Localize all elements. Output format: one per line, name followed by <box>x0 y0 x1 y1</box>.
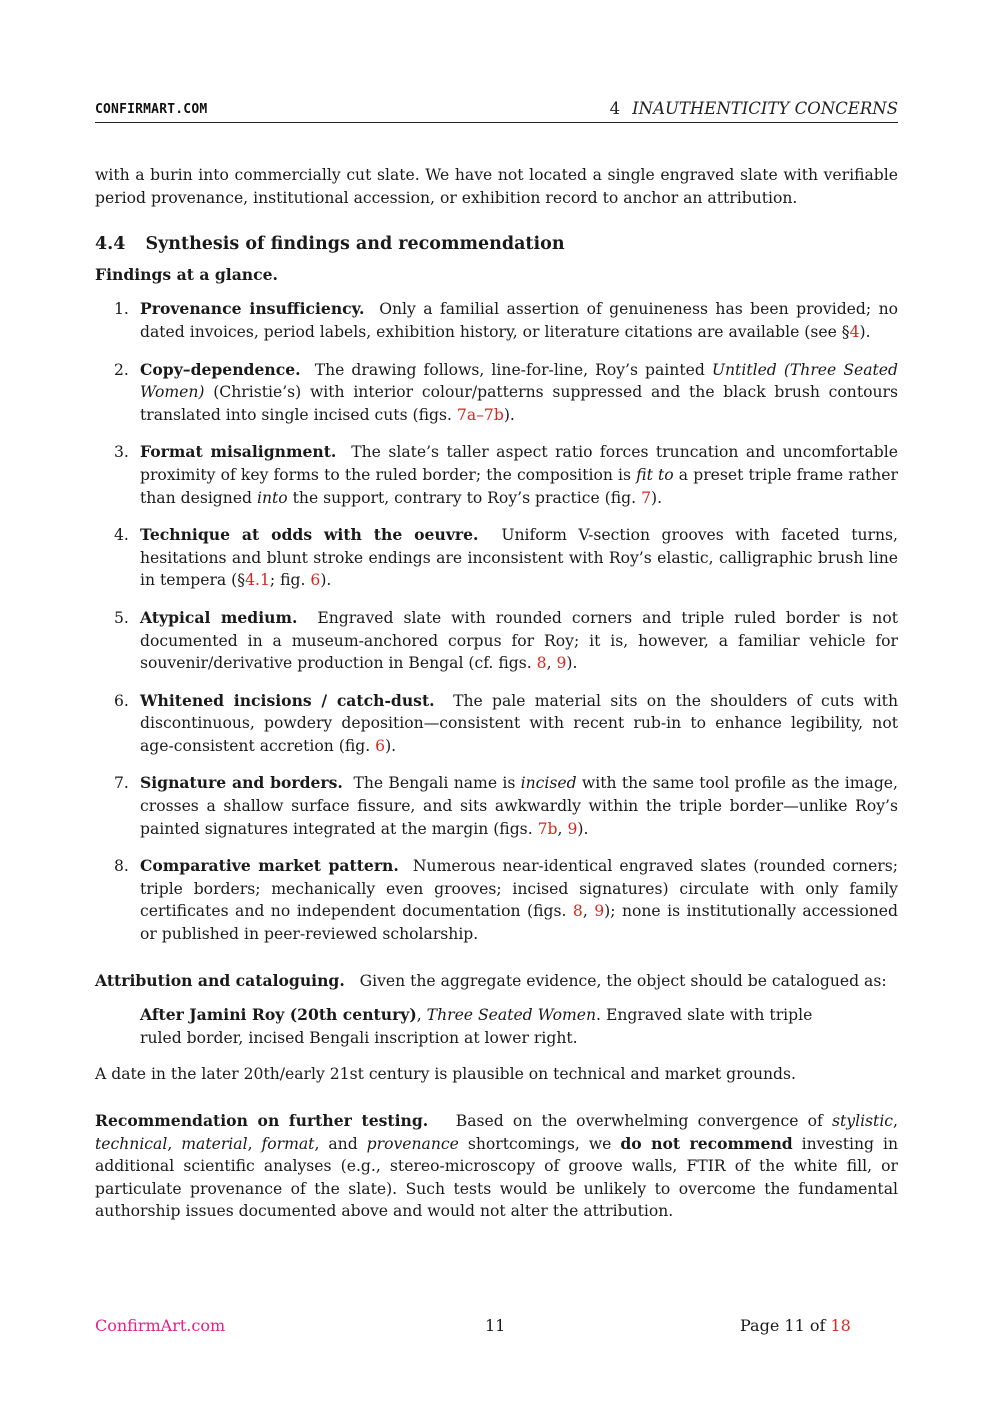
finding-number: 7. <box>114 774 129 793</box>
text-run: (Christie’s) with interior colour/patterns suppressed and the black brush contours translated into single incised cuts (figs. <box>140 383 898 424</box>
footer-page-total-link[interactable]: 18 <box>830 1316 851 1335</box>
finding-item <box>95 524 898 592</box>
emphasis-text: into <box>257 488 288 507</box>
text-run: The drawing follows, line-for-line, Roy’s painted <box>314 360 712 379</box>
finding-title: Provenance insufficiency. <box>140 299 365 319</box>
text-run: , and <box>314 1134 367 1153</box>
text-run: with the same tool profile as the image, crosses a shallow surface fissure, and sits awkwardly within the triple border—unlike Roy’s painted signatures integrated at the margin (figs. <box>140 774 898 838</box>
running-header <box>95 98 898 123</box>
text-run: Numerous near-identical engraved slates (rounded corners; triple borders; mechanically even grooves; incised signatures) circulate with only family certificates and no independent documentation (figs. <box>140 857 899 921</box>
finding-number: 6. <box>114 691 129 710</box>
text-run: ). <box>566 654 578 673</box>
text-run: the support, contrary to Roy’s practice (fig. <box>287 488 642 507</box>
cross-reference-link[interactable]: 7b <box>537 819 558 838</box>
finding-title: Atypical medium. <box>140 607 298 627</box>
footer-site-link[interactable]: ConfirmArt.com <box>95 1316 226 1335</box>
text-run: ); none is institutionally accessioned or published in peer-reviewed scholarship. <box>140 902 898 944</box>
emphasis-text: provenance <box>366 1134 459 1153</box>
text-run: ; fig. <box>269 571 311 590</box>
cross-reference-link[interactable]: 9 <box>594 902 605 921</box>
finding-title: Whitened incisions / catch-dust. <box>140 690 435 710</box>
finding-item <box>95 607 898 675</box>
catalogue-comma: , <box>416 1006 427 1025</box>
emphasis-text: format <box>261 1134 315 1153</box>
emphasis-text: Untitled (Three Seated Women) <box>140 360 898 402</box>
footer-page-prefix: Page 11 of <box>740 1316 826 1335</box>
catalogue-description: . Engraved slate with triple ruled border, incised Bengali inscription at lower right. <box>140 1006 813 1047</box>
text-run: The pale material sits on the shoulders of cuts with discontinuous, powdery deposition—consistent with recent rub-in to enhance legibility, not age-consistent accretion (fig. <box>140 691 898 755</box>
finding-number: 4. <box>114 526 129 545</box>
emphasis-text: technical <box>95 1134 168 1153</box>
attribution-paragraph <box>95 970 898 993</box>
cross-reference-link[interactable]: 8 <box>572 902 583 921</box>
recommendation-title: Recommendation on further testing. <box>95 1111 429 1130</box>
text-run: ). <box>859 322 871 341</box>
catalogue-artist: After Jamini Roy (20th century) <box>140 1005 417 1025</box>
attribution-title: Attribution and cataloguing. <box>95 970 345 990</box>
date-paragraph: A date in the later 20th/early 21st century is plausible on technical and market grounds. <box>95 1065 796 1084</box>
intro-paragraph: with a burin into commercially cut slate. We have not located a single engraved slate with verifiable period provenance, institutional accession, or exhibition record to anchor an attribution. <box>95 166 898 207</box>
cross-reference-link[interactable]: 7 <box>641 488 651 507</box>
section-heading <box>95 233 898 256</box>
finding-title: Technique at odds with the oeuvre. <box>140 525 479 545</box>
text-run: , <box>893 1112 899 1130</box>
cross-reference-link[interactable]: 9 <box>567 819 578 838</box>
text-run: Uniform V-section grooves with faceted turns, hesitations and blunt stroke endings are inconsistent with Roy’s elastic, calligraphic brush line in tempera (§ <box>140 526 898 590</box>
text-run: , <box>546 654 557 673</box>
running-section-number: 4 <box>609 99 621 118</box>
emphasis-text: stylistic <box>832 1112 894 1130</box>
finding-title: Format misalignment. <box>140 442 337 462</box>
text-run: , <box>247 1134 262 1153</box>
findings-heading: Findings at a glance. <box>95 264 278 284</box>
text-run: ). <box>577 819 589 838</box>
finding-number: 3. <box>114 443 129 462</box>
finding-number: 1. <box>114 300 129 319</box>
cross-reference-link[interactable]: 7a–7b <box>456 405 504 424</box>
text-run: ). <box>385 736 397 755</box>
text-run: a preset triple frame rather than designed <box>140 465 898 507</box>
finding-title: Signature and borders. <box>140 773 343 793</box>
cross-reference-link[interactable]: 4.1 <box>245 571 270 590</box>
section-number: 4.4 <box>95 234 126 255</box>
finding-number: 5. <box>114 608 129 627</box>
finding-item <box>95 298 898 343</box>
text-run: Based on the overwhelming convergence of <box>455 1112 832 1130</box>
finding-item <box>95 690 898 758</box>
page-content <box>95 164 898 1223</box>
text-run: investing in additional scientific analyses (e.g., stereo-microscopy of groove walls, FTIR of the white fill, or particulate provenance of the slate). Such tests would be unlikely to overcome the fundamental authorship issues documented above and would not alter the attribution. <box>95 1134 898 1221</box>
strong-text: do not recommend <box>620 1133 793 1153</box>
emphasis-text: fit to <box>636 465 674 484</box>
text-run: Only a familial assertion of genuineness has been provided; no dated invoices, period labels, exhibition history, or literature citations are available (see § <box>140 300 898 341</box>
finding-item <box>95 772 898 840</box>
footer-page-number: 11 <box>485 1316 506 1335</box>
text-run: The Bengali name is <box>353 774 521 793</box>
text-run: Engraved slate with rounded corners and triple ruled border is not documented in a museum-anchored corpus for Roy; it is, however, a familiar vehicle for souvenir/derivative production in Bengal (cf. figs. <box>140 608 898 673</box>
finding-item <box>95 855 898 945</box>
finding-number: 2. <box>114 360 129 379</box>
finding-title: Copy–dependence. <box>140 359 301 379</box>
section-title: Synthesis of findings and recommendation <box>145 234 565 255</box>
confirmart-logo: CONFIRMART.COM <box>95 102 208 117</box>
finding-title: Comparative market pattern. <box>140 856 399 876</box>
attribution-text: Given the aggregate evidence, the object should be catalogued as: <box>359 971 887 990</box>
text-run: ). <box>650 488 663 507</box>
running-section-title <box>610 99 898 118</box>
cross-reference-link[interactable]: 8 <box>536 654 547 673</box>
text-run: ). <box>320 571 332 590</box>
cross-reference-link[interactable]: 4 <box>849 322 860 341</box>
cross-reference-link[interactable]: 6 <box>310 571 321 590</box>
catalogue-title: Three Seated Women <box>426 1006 597 1025</box>
text-run: , <box>167 1134 182 1153</box>
cross-reference-link[interactable]: 6 <box>375 736 386 755</box>
finding-number: 8. <box>114 857 129 876</box>
footer-page-of <box>740 1316 851 1335</box>
recommendation-paragraph <box>95 1110 898 1223</box>
cross-reference-link[interactable]: 9 <box>556 654 567 673</box>
findings-list <box>95 298 898 945</box>
text-run: , <box>582 902 595 921</box>
running-section-name: INAUTHENTICITY CONCERNS <box>632 99 898 118</box>
catalogue-entry <box>140 1004 853 1049</box>
finding-item <box>95 441 898 509</box>
page-footer <box>95 1316 898 1338</box>
text-run: ). <box>503 405 515 424</box>
text-run: The slate’s taller aspect ratio forces truncation and uncomfortable proximity of key forms to the ruled border; the composition is <box>140 443 899 484</box>
finding-item <box>95 359 898 427</box>
emphasis-text: material <box>181 1134 248 1153</box>
emphasis-text: incised <box>520 774 577 793</box>
text-run: , <box>557 819 568 838</box>
text-run: shortcomings, we <box>458 1134 621 1153</box>
